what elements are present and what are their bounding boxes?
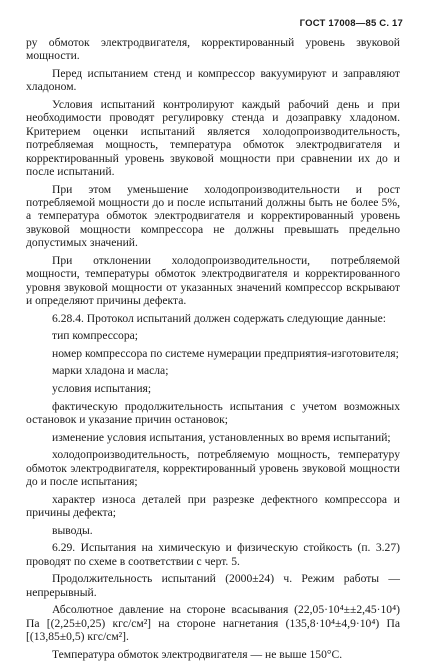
list-item: характер износа деталей при разрезке дефектного компрессора и причины дефекта; <box>26 492 400 520</box>
list-item: тип компрессора; <box>52 329 139 343</box>
list-item: холодопроизводительность, потребляемую мощность, температуру обмоток электродвигателя, корректированный уровень звуковой мощности до и после испытания; <box>26 448 400 489</box>
paragraph: При этом уменьшение холодопроизводительности и рост потребляемой мощности до и после испытаний должны быть не более 5%, а температура обмоток электродвигателя и корректированный уровень звуковой мощности компрессора не должны превышать предельно допустимых значений. <box>26 182 400 250</box>
list-item: изменение условия испытания, установленных во время испытаний; <box>52 430 391 444</box>
list-item: фактическую продолжительность испытания с учетом возможных остановок и указание причин остановок; <box>26 399 400 427</box>
paragraph: Перед испытанием стенд и компрессор вакуумируют и заправляют хладоном. <box>26 67 400 94</box>
list-item: номер компрессора по системе нумерации предприятия-изготовителя; <box>52 346 399 360</box>
paragraph: При отклонении холодопроизводительности, потребляемой мощности, температуры обмоток электродвигателя и корректированного уровня звуковой мощности от указанных значений компрессор вскрывают и определяют причины дефекта. <box>26 253 400 308</box>
paragraph: Продолжительность испытаний (2000±24) ч. Режим работы — непрерывный. <box>26 572 400 599</box>
paragraph: ру обмоток электродвигателя, корректированный уровень звуковой мощности. <box>26 36 400 63</box>
list-item: условия испытания; <box>52 382 152 396</box>
section-heading-paragraph: 6.28.4. Протокол испытаний должен содержать следующие данные: <box>52 311 386 325</box>
document-body <box>26 36 400 665</box>
running-head: ГОСТ 17008—85 С. 17 <box>299 18 403 29</box>
list-item: выводы. <box>52 523 93 537</box>
list-item: марки хладона и масла; <box>52 364 169 378</box>
paragraph: Абсолютное давление на стороне всасывания (22,05·10⁴±±2,45·10⁴) Па [(2,25±0,25) кгс/см²] на стороне нагнетания (135,8·10⁴±4,9·10⁴) Па [(13,85±0,5) кгс/см²]. <box>26 603 400 644</box>
section-paragraph: 6.29. Испытания на химическую и физическую стойкость (п. 3.27) проводят по схеме в соответствии с черт. 5. <box>26 541 400 568</box>
paragraph: Температура обмоток электродвигателя — не выше 150°С. <box>52 647 343 661</box>
paragraph: Условия испытаний контролируют каждый рабочий день и при необходимости проводят регулировку стенда и дозаправку хладоном. Критерием оценки испытаний является холодопроизводительность, потребляемая мощность, температура обмоток электродвигателя и корректированный уровень звуковой мощности при сравнении их до и после испытаний. <box>26 98 400 179</box>
